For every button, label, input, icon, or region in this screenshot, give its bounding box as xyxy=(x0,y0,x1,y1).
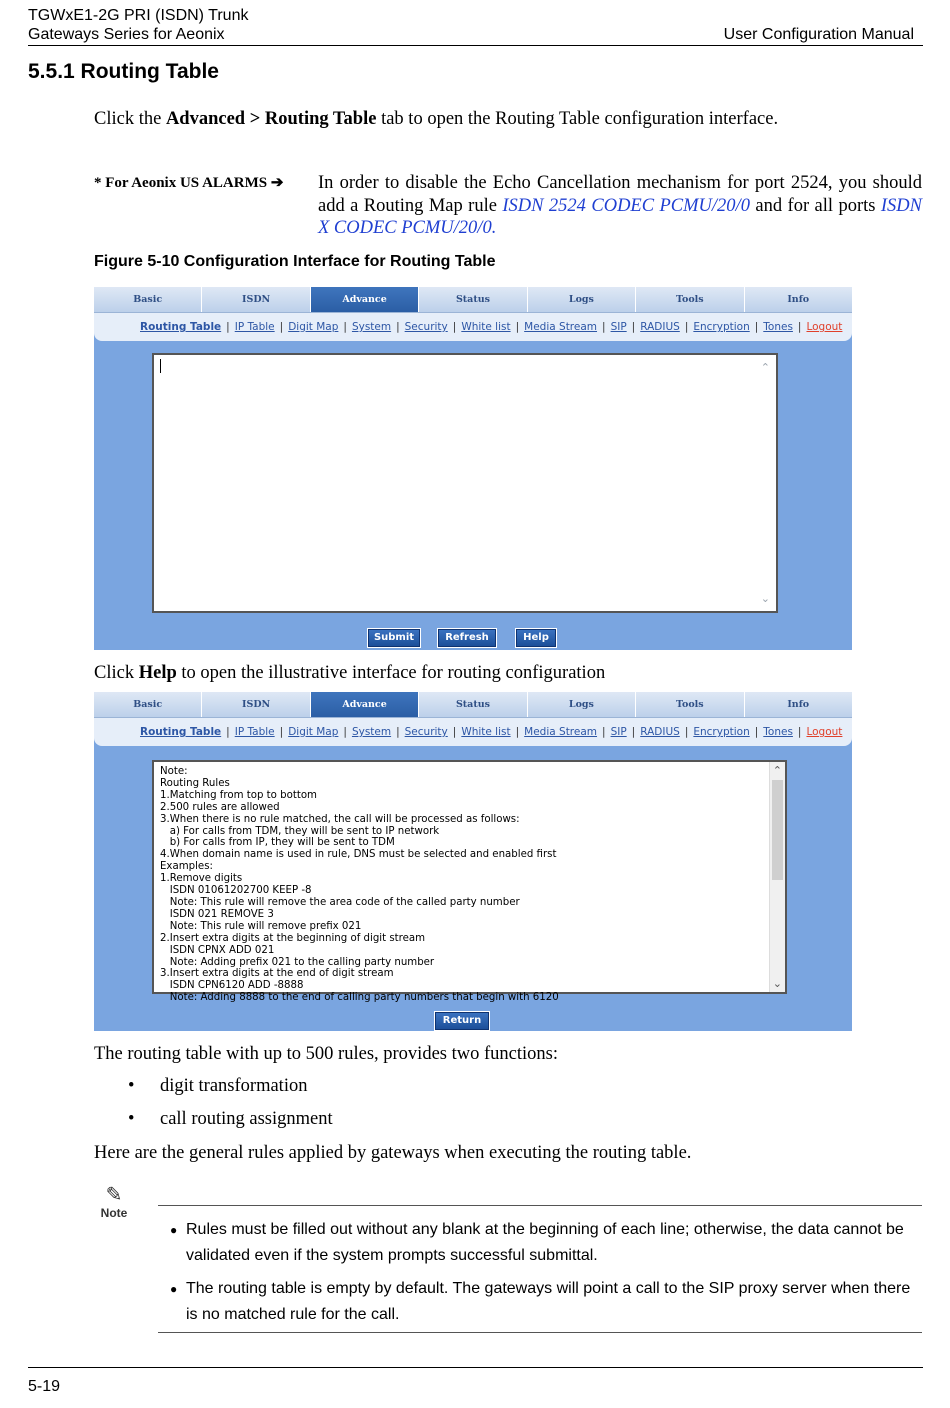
subnav-radius[interactable]: RADIUS xyxy=(640,321,680,333)
subnav-white-list[interactable]: White list xyxy=(461,321,511,333)
rules-intro: Here are the general rules applied by gateways when executing the routing table. xyxy=(94,1143,692,1163)
help-line: Note: This rule will remove prefix 021 xyxy=(160,920,362,932)
subnav-sip[interactable]: SIP xyxy=(610,726,627,738)
text-caret xyxy=(160,359,161,373)
subnav-security[interactable]: Security xyxy=(404,321,448,333)
subnav-media-stream[interactable]: Media Stream xyxy=(524,726,598,738)
help-line: 1.Matching from top to bottom xyxy=(160,789,317,801)
help-button[interactable]: Help xyxy=(516,629,556,647)
help-line: Note: Adding prefix 021 to the calling party number xyxy=(160,956,435,968)
routing-help-text xyxy=(160,766,767,1004)
subnav-digit-map[interactable]: Digit Map xyxy=(288,321,339,333)
tab-logs[interactable]: Logs xyxy=(528,692,636,717)
scroll-up-icon[interactable]: ⌃ xyxy=(772,764,782,777)
pencil-icon: ✎ xyxy=(105,1184,123,1206)
tab-logs[interactable]: Logs xyxy=(528,287,636,312)
submit-button[interactable]: Submit xyxy=(368,629,420,647)
scroll-up-icon[interactable]: ⌃ xyxy=(760,361,770,374)
header-product-line1: TGWxE1-2G PRI (ISDN) Trunk xyxy=(28,7,249,24)
tab-isdn[interactable]: ISDN xyxy=(202,287,310,312)
help-line: b) For calls from IP, they will be sent to TDM xyxy=(160,837,395,849)
refresh-button[interactable]: Refresh xyxy=(438,629,496,647)
subnav-system[interactable]: System xyxy=(351,321,392,333)
alarm-text: In order to disable the Echo Cancellation mechanism for port 2524, you should add a Routing Map rule ISDN 2524 CODEC PCMU/20/0 and for all ports ISDN X CODEC PCMU/20/0. xyxy=(318,173,923,238)
subnav-radius[interactable]: RADIUS xyxy=(640,726,680,738)
tab-info[interactable]: Info xyxy=(787,294,810,305)
return-button[interactable]: Return xyxy=(435,1012,489,1030)
help-line: Routing Rules xyxy=(160,777,230,789)
help-line: ISDN CPN6120 ADD -8888 xyxy=(160,980,304,992)
help-line: 3.When there is no rule matched, the call will be processed as follows: xyxy=(160,813,520,825)
subnav-routing-table[interactable]: Routing Table xyxy=(140,321,222,333)
bullet-dot: ● xyxy=(170,1282,178,1296)
subnav-sip[interactable]: SIP xyxy=(610,321,627,333)
help-line: Note: xyxy=(160,766,188,777)
aeonix-alarm-note xyxy=(94,172,922,240)
subnav-logout[interactable]: Logout xyxy=(806,726,843,738)
arrow-right-icon: ➔ xyxy=(270,175,284,191)
help-line: Note: Adding 8888 to the end of calling party numbers that begin with 6120 xyxy=(160,992,559,1004)
routing-help-screenshot xyxy=(94,692,852,1031)
help-line: Note: This rule will remove the area code of the called party number xyxy=(160,896,520,908)
help-line: 4.When domain name is used in rule, DNS must be selected and enabled first xyxy=(160,849,557,861)
sub-navigation: Routing Table | IP Table | Digit Map | System | Security | White list | Media Stream | SIP | RADIUS | Encryption | Tones | Logout xyxy=(94,718,852,746)
tab-basic[interactable]: Basic xyxy=(94,692,202,717)
tab-basic[interactable]: Basic xyxy=(94,287,202,312)
tab-isdn[interactable]: ISDN xyxy=(202,692,310,717)
tab-tools[interactable]: Tools xyxy=(636,692,744,717)
tab-advance[interactable]: Advance xyxy=(311,287,419,312)
function-item: digit transformation xyxy=(160,1076,308,1096)
subnav-security[interactable]: Security xyxy=(404,726,448,738)
main-tabs xyxy=(94,692,852,718)
subnav-tones[interactable]: Tones xyxy=(763,321,793,333)
bullet-dot: ● xyxy=(170,1223,178,1237)
sub-navigation: Routing Table | IP Table | Digit Map | System | Security | White list | Media Stream | SIP | RADIUS | Encryption | Tones | Logout xyxy=(94,313,852,341)
subnav-routing-table[interactable]: Routing Table xyxy=(140,726,222,738)
main-tabs xyxy=(94,287,852,313)
help-line: ISDN CPNX ADD 021 xyxy=(160,944,275,956)
tab-info[interactable]: Info xyxy=(787,699,810,710)
subnav-media-stream[interactable]: Media Stream xyxy=(524,321,598,333)
bullet-dot: • xyxy=(128,1109,135,1129)
help-line: 1.Remove digits xyxy=(160,873,243,885)
subnav-ip-table[interactable]: IP Table xyxy=(234,321,275,333)
note-top-rule xyxy=(158,1205,922,1206)
header-divider xyxy=(28,45,923,46)
help-line: 2.500 rules are allowed xyxy=(160,801,280,813)
tab-tools[interactable]: Tools xyxy=(636,287,744,312)
help-line: ISDN 01061202700 KEEP -8 xyxy=(160,885,312,897)
intro-paragraph: Click the Advanced > Routing Table tab to open the Routing Table configuration interface. xyxy=(94,109,779,129)
subnav-encryption[interactable]: Encryption xyxy=(693,321,750,333)
functions-intro: The routing table with up to 500 rules, provides two functions: xyxy=(94,1044,558,1064)
function-item: call routing assignment xyxy=(160,1109,333,1129)
tab-advance[interactable]: Advance xyxy=(311,692,419,717)
alarm-label: * For Aeonix US ALARMS ➔ xyxy=(94,175,284,191)
subnav-logout[interactable]: Logout xyxy=(806,321,843,333)
subnav-system[interactable]: System xyxy=(351,726,392,738)
note-bottom-rule xyxy=(158,1332,922,1333)
subnav-white-list[interactable]: White list xyxy=(461,726,511,738)
footer-divider xyxy=(28,1367,923,1368)
note-label: Note xyxy=(100,1206,128,1220)
page-number: 5-19 xyxy=(28,1378,61,1395)
tab-status[interactable]: Status xyxy=(419,287,527,312)
help-intro-paragraph: Click Help to open the illustrative interface for routing configuration xyxy=(94,663,606,683)
routing-rules-textarea[interactable] xyxy=(152,353,778,613)
header-product-line2: Gateways Series for Aeonix xyxy=(28,26,225,43)
subnav-encryption[interactable]: Encryption xyxy=(693,726,750,738)
note-item: ● Rules must be filled out without any blank at the beginning of each line; otherwise, the data cannot be validated even if the system prompts successful submittal. xyxy=(170,1217,922,1269)
routing-table-screenshot xyxy=(94,287,852,650)
subnav-tones[interactable]: Tones xyxy=(763,726,793,738)
figure-caption: Figure 5-10 Configuration Interface for Routing Table xyxy=(94,253,496,270)
section-title: 5.5.1 Routing Table xyxy=(28,60,219,83)
subnav-digit-map[interactable]: Digit Map xyxy=(288,726,339,738)
header-manual-title: User Configuration Manual xyxy=(723,26,914,43)
help-line: 2.Insert extra digits at the beginning of digit stream xyxy=(160,932,426,944)
help-line: a) For calls from TDM, they will be sent to IP network xyxy=(160,825,440,837)
bullet-dot: • xyxy=(128,1076,135,1096)
help-line: 3.Insert extra digits at the end of digit stream xyxy=(160,968,394,980)
scroll-down-icon[interactable]: ⌄ xyxy=(760,592,770,605)
scrollbar-thumb[interactable] xyxy=(772,780,783,880)
note-item: ● The routing table is empty by default. The gateways will point a call to the SIP proxy server when there is no matched rule for the call. xyxy=(170,1276,922,1328)
help-line: ISDN 021 REMOVE 3 xyxy=(160,908,274,920)
subnav-ip-table[interactable]: IP Table xyxy=(234,726,275,738)
scroll-down-icon[interactable]: ⌄ xyxy=(772,977,782,990)
help-line: Examples: xyxy=(160,861,213,873)
note-callout xyxy=(98,1184,130,1220)
help-scrollbar[interactable] xyxy=(769,762,785,992)
routing-help-textarea[interactable] xyxy=(152,760,787,1004)
tab-status[interactable]: Status xyxy=(419,692,527,717)
